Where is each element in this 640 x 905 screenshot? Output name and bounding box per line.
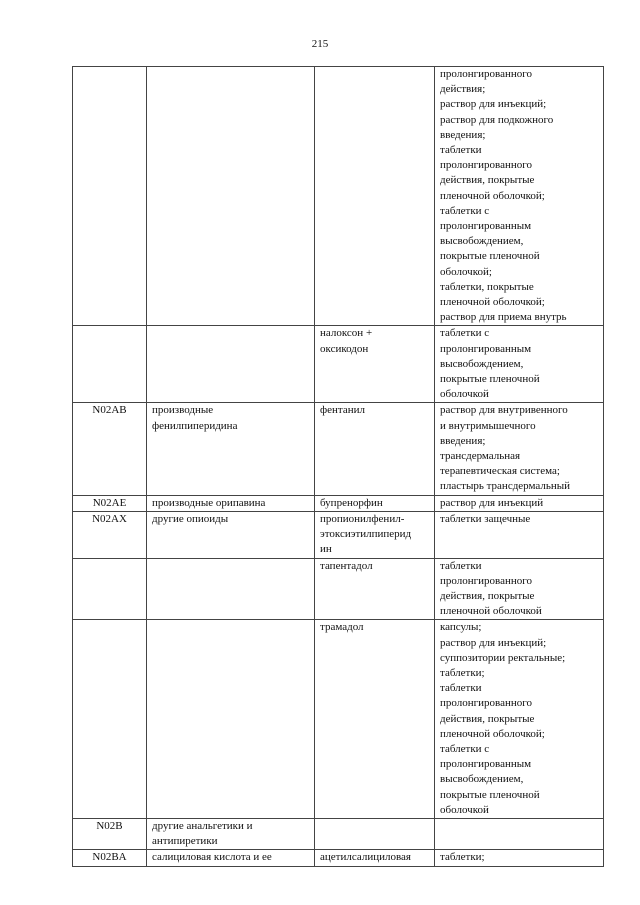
- dosage-forms-cell: [435, 818, 604, 849]
- drug-name-cell: [315, 326, 435, 403]
- dosage-forms-line: действия, покрытые: [440, 174, 535, 187]
- table-row: [73, 620, 604, 819]
- pharmacological-group-cell: [147, 403, 315, 495]
- dosage-forms-cell: [435, 850, 604, 866]
- atc-code-text: N02BA: [92, 851, 127, 864]
- dosage-forms-line: оболочкой;: [440, 265, 492, 278]
- dosage-forms-line: раствор для инъекций;: [440, 98, 547, 111]
- pharmacological-group-line: другие опиоиды: [152, 512, 229, 525]
- table-body: [73, 67, 604, 867]
- dosage-forms-line: пролонгированного: [440, 159, 532, 172]
- dosage-forms-line: раствор для приема внутрь: [440, 311, 567, 324]
- dosage-forms-line: пролонгированным: [440, 220, 532, 233]
- dosage-forms-line: пленочной оболочкой;: [440, 189, 545, 202]
- drug-name-line: фентанил: [320, 404, 365, 417]
- pharmacological-group-line: фенилпиперидина: [152, 419, 238, 432]
- drug-name-cell: [315, 495, 435, 511]
- pharmacological-group-cell: [147, 67, 315, 326]
- atc-code-cell: [73, 850, 147, 866]
- dosage-forms-line: пролонгированного: [440, 697, 532, 710]
- dosage-forms-line: действия;: [440, 83, 486, 96]
- dosage-forms-line: оболочкой: [440, 388, 489, 401]
- dosage-forms-line: высвобождением,: [440, 773, 524, 786]
- pharmacological-group-cell: [147, 511, 315, 558]
- dosage-forms-line: действия, покрытые: [440, 712, 535, 725]
- drug-table: [72, 66, 604, 867]
- pharmacological-group-cell: [147, 850, 315, 866]
- dosage-forms-line: таблетки, покрытые: [440, 280, 534, 293]
- atc-code-cell: [73, 511, 147, 558]
- drug-name-line: ацетилсалициловая: [320, 851, 411, 864]
- pharmacological-group-cell: [147, 495, 315, 511]
- pharmacological-group-line: другие анальгетики и: [152, 819, 253, 832]
- drug-name-cell: [315, 511, 435, 558]
- dosage-forms-line: таблетки;: [440, 666, 485, 679]
- drug-name-line: тапентадол: [320, 559, 373, 572]
- dosage-forms-line: суппозитории ректальные;: [440, 651, 566, 664]
- page-number: 215: [311, 38, 329, 50]
- dosage-forms-line: таблетки: [440, 144, 482, 157]
- drug-name-line: оксикодон: [320, 342, 369, 355]
- dosage-forms-line: пролонгированного: [440, 68, 532, 80]
- table-row: [73, 818, 604, 849]
- atc-code-text: N02AB: [92, 404, 127, 417]
- pharmacological-group-cell: [147, 620, 315, 819]
- pharmacological-group-cell: [147, 818, 315, 849]
- dosage-forms-cell: [435, 403, 604, 495]
- dosage-forms-line: покрытые пленочной: [440, 788, 540, 801]
- drug-name-line: налоксон +: [320, 327, 373, 340]
- dosage-forms-cell: [435, 67, 604, 326]
- dosage-forms-cell: [435, 620, 604, 819]
- dosage-forms-line: действия, покрытые: [440, 589, 535, 602]
- dosage-forms-line: пролонгированным: [440, 758, 532, 771]
- dosage-forms-line: капсулы;: [440, 621, 482, 634]
- dosage-forms-line: введения;: [440, 434, 486, 447]
- dosage-forms-line: трансдермальная: [440, 450, 521, 463]
- drug-name-cell: [315, 403, 435, 495]
- atc-code-cell: [73, 818, 147, 849]
- dosage-forms-line: таблетки: [440, 559, 482, 572]
- atc-code-cell: [73, 495, 147, 511]
- atc-code-text: N02B: [96, 819, 123, 832]
- table-row: [73, 495, 604, 511]
- pharmacological-group-cell: [147, 326, 315, 403]
- pharmacological-group-cell: [147, 558, 315, 620]
- dosage-forms-line: таблетки с: [440, 204, 490, 217]
- atc-code-cell: [73, 326, 147, 403]
- table-row: [73, 511, 604, 558]
- table-row: [73, 326, 604, 403]
- pharmacological-group-line: производные орипавина: [152, 496, 266, 509]
- pharmacological-group-line: производные: [152, 404, 214, 417]
- pharmacological-group-line: салициловая кислота и ее: [152, 851, 272, 864]
- dosage-forms-line: таблетки;: [440, 851, 485, 864]
- dosage-forms-line: раствор для инъекций: [440, 496, 544, 509]
- atc-code-text: N02AE: [92, 496, 127, 509]
- drug-name-line: ин: [320, 543, 332, 556]
- drug-name-cell: [315, 850, 435, 866]
- dosage-forms-line: оболочкой: [440, 803, 489, 816]
- dosage-forms-line: пленочной оболочкой;: [440, 296, 545, 309]
- dosage-forms-line: раствор для внутривенного: [440, 404, 568, 417]
- dosage-forms-line: терапевтическая система;: [440, 465, 560, 478]
- atc-code-cell: [73, 67, 147, 326]
- dosage-forms-line: и внутримышечного: [440, 419, 536, 432]
- dosage-forms-line: высвобождением,: [440, 235, 524, 248]
- dosage-forms-line: раствор для подкожного: [440, 113, 554, 126]
- dosage-forms-line: таблетки с: [440, 742, 490, 755]
- dosage-forms-line: пленочной оболочкой;: [440, 727, 545, 740]
- table-row: [73, 67, 604, 326]
- dosage-forms-cell: [435, 511, 604, 558]
- dosage-forms-line: высвобождением,: [440, 357, 524, 370]
- atc-code-cell: [73, 620, 147, 819]
- atc-code-text: N02AX: [92, 512, 127, 525]
- dosage-forms-cell: [435, 326, 604, 403]
- drug-name-cell: [315, 818, 435, 849]
- dosage-forms-line: покрытые пленочной: [440, 373, 540, 386]
- table-row: [73, 403, 604, 495]
- atc-code-cell: [73, 403, 147, 495]
- dosage-forms-line: введения;: [440, 128, 486, 141]
- dosage-forms-line: пролонгированным: [440, 342, 532, 355]
- dosage-forms-line: таблетки: [440, 682, 482, 695]
- table-row: [73, 558, 604, 620]
- dosage-forms-line: пролонгированного: [440, 574, 532, 587]
- drug-name-line: пропионилфенил-: [320, 512, 405, 525]
- drug-name-line: этоксиэтилпиперид: [320, 528, 412, 541]
- dosage-forms-line: таблетки защечные: [440, 512, 531, 525]
- dosage-forms-line: раствор для инъекций;: [440, 636, 547, 649]
- drug-name-cell: [315, 558, 435, 620]
- table-row: [73, 850, 604, 866]
- drug-name-cell: [315, 620, 435, 819]
- dosage-forms-cell: [435, 558, 604, 620]
- drug-name-line: трамадол: [320, 621, 364, 634]
- pharmacological-group-line: антипиретики: [152, 835, 218, 848]
- drug-name-cell: [315, 67, 435, 326]
- dosage-forms-line: таблетки с: [440, 327, 490, 340]
- dosage-forms-line: пленочной оболочкой: [440, 605, 542, 618]
- dosage-forms-line: покрытые пленочной: [440, 250, 540, 263]
- atc-code-cell: [73, 558, 147, 620]
- drug-name-line: бупренорфин: [320, 496, 383, 509]
- dosage-forms-line: пластырь трансдермальный: [440, 480, 571, 493]
- dosage-forms-cell: [435, 495, 604, 511]
